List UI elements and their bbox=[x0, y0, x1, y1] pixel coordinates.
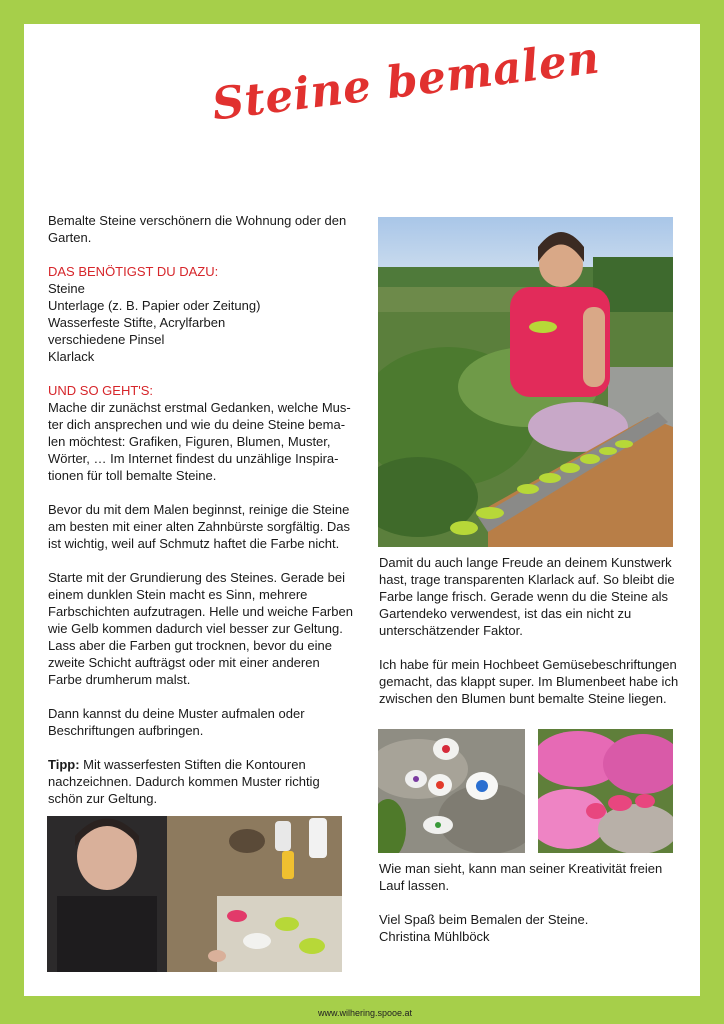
text-line: Ich habe für mein Hochbeet Gemüsebeschriftungen bbox=[379, 657, 677, 672]
text-line: tionen für toll bemalte Steine. bbox=[48, 468, 217, 483]
text-line: Lass aber die Farben gut trocknen, bevor du eine bbox=[48, 638, 333, 653]
text-line: wie Gelb kommen dadurch viel besser zur Geltung. bbox=[48, 621, 343, 636]
stones-illustration bbox=[378, 729, 525, 853]
material-item: Unterlage (z. B. Papier oder Zeitung) bbox=[48, 298, 261, 313]
left-column bbox=[48, 212, 368, 824]
text-line: Farbe lange frisch. Gerade wenn du die Steine als bbox=[379, 589, 669, 604]
text-line: len möchtest: Grafiken, Figuren, Blumen, Muster, bbox=[48, 434, 331, 449]
text-line: am besten mit einer alten Zahnbürste sorgfältig. Das bbox=[48, 519, 351, 534]
varnish-paragraph bbox=[379, 554, 691, 639]
text-line: Lauf lassen. bbox=[379, 878, 450, 893]
text-line: hast, trage transparenten Klarlack auf. So bleibt die bbox=[379, 572, 675, 587]
tip-label: Tipp: bbox=[48, 757, 80, 772]
page-title: Steine bemalen bbox=[209, 32, 603, 131]
priming-paragraph bbox=[48, 569, 368, 688]
materials-section bbox=[48, 263, 368, 365]
cleaning-paragraph bbox=[48, 501, 368, 552]
text-line: Damit du auch lange Freude an deinem Kunstwerk bbox=[379, 555, 672, 570]
painting-illustration bbox=[47, 816, 342, 972]
text-line: Farbe drumherum malst. bbox=[48, 672, 191, 687]
steps-intro bbox=[48, 382, 368, 484]
tip-text: Mit wasserfesten Stiften die Kontouren bbox=[79, 757, 306, 772]
text-line: Farbschichten aufzutragen. Helle und weiche Farben bbox=[48, 604, 353, 619]
text-line: einem dunklen Stein macht es Sinn, mehrere bbox=[48, 587, 308, 602]
text-line: Wörter, … Im Internet findest du unzählige Inspira- bbox=[48, 451, 339, 466]
text-line: Wie man sieht, kann man seiner Kreativität freien bbox=[379, 861, 663, 876]
text-line: Garten. bbox=[48, 230, 92, 245]
text-line: zweite Schicht aufträgst oder mit einer anderen bbox=[48, 655, 320, 670]
garden-bed-photo bbox=[378, 217, 673, 547]
material-item: Wasserfeste Stifte, Acrylfarben bbox=[48, 315, 226, 330]
intro-paragraph bbox=[48, 212, 368, 246]
pattern-paragraph bbox=[48, 705, 368, 739]
garden-bed-illustration bbox=[378, 217, 673, 547]
text-line: ist wichtig, weil auf Schmutz haftet die Farbe nicht. bbox=[48, 536, 340, 551]
text-line: Dann kannst du deine Muster aufmalen oder bbox=[48, 706, 305, 721]
text-line: Mache dir zunächst erstmal Gedanken, welche Mus- bbox=[48, 400, 351, 415]
material-item: Klarlack bbox=[48, 349, 95, 364]
border-top bbox=[0, 0, 724, 24]
text-line: zwischen den Blumen bunt bemalte Steine liegen. bbox=[379, 691, 667, 706]
text-line: Bevor du mit dem Malen beginnst, reinige die Steine bbox=[48, 502, 350, 517]
border-right bbox=[700, 0, 724, 1024]
stones-on-rock-photo bbox=[378, 729, 525, 853]
flower-bed-photo bbox=[538, 729, 673, 853]
text-line: Beschriftungen aufbringen. bbox=[48, 723, 204, 738]
raised-bed-paragraph bbox=[379, 656, 691, 707]
signoff-paragraph bbox=[379, 911, 691, 945]
text-line: unterschätzender Faktor. bbox=[379, 623, 523, 638]
text-line: Gartendeko verwendest, ist das ein nicht zu bbox=[379, 606, 632, 621]
flowers-illustration bbox=[538, 729, 673, 853]
text-line: Bemalte Steine verschönern die Wohnung oder den bbox=[48, 213, 347, 228]
border-left bbox=[0, 0, 24, 1024]
material-item: Steine bbox=[48, 281, 85, 296]
text-line: Starte mit der Grundierung des Steines. Gerade bei bbox=[48, 570, 345, 585]
footer-url[interactable]: www.wilhering.spooe.at bbox=[317, 1008, 413, 1018]
painting-session-photo bbox=[47, 816, 342, 972]
material-item: verschiedene Pinsel bbox=[48, 332, 165, 347]
creativity-paragraph bbox=[379, 860, 691, 894]
author-name: Christina Mühlböck bbox=[379, 929, 490, 944]
text-line: gemacht, das klappt super. Im Blumenbeet habe ich bbox=[379, 674, 679, 689]
tip-paragraph bbox=[48, 756, 368, 807]
steps-heading: UND SO GEHT'S: bbox=[48, 383, 154, 398]
closing-column bbox=[379, 860, 691, 962]
text-line: Viel Spaß beim Bemalen der Steine. bbox=[379, 912, 589, 927]
text-line: schön zur Geltung. bbox=[48, 791, 158, 806]
text-line: ter dich ansprechen und wie du deine Steine bema- bbox=[48, 417, 346, 432]
tip-first-line bbox=[48, 756, 368, 773]
right-column bbox=[379, 554, 691, 724]
text-line: nachzeichnen. Dadurch kommen Muster richtig bbox=[48, 774, 320, 789]
materials-heading: DAS BENÖTIGST DU DAZU: bbox=[48, 264, 219, 279]
